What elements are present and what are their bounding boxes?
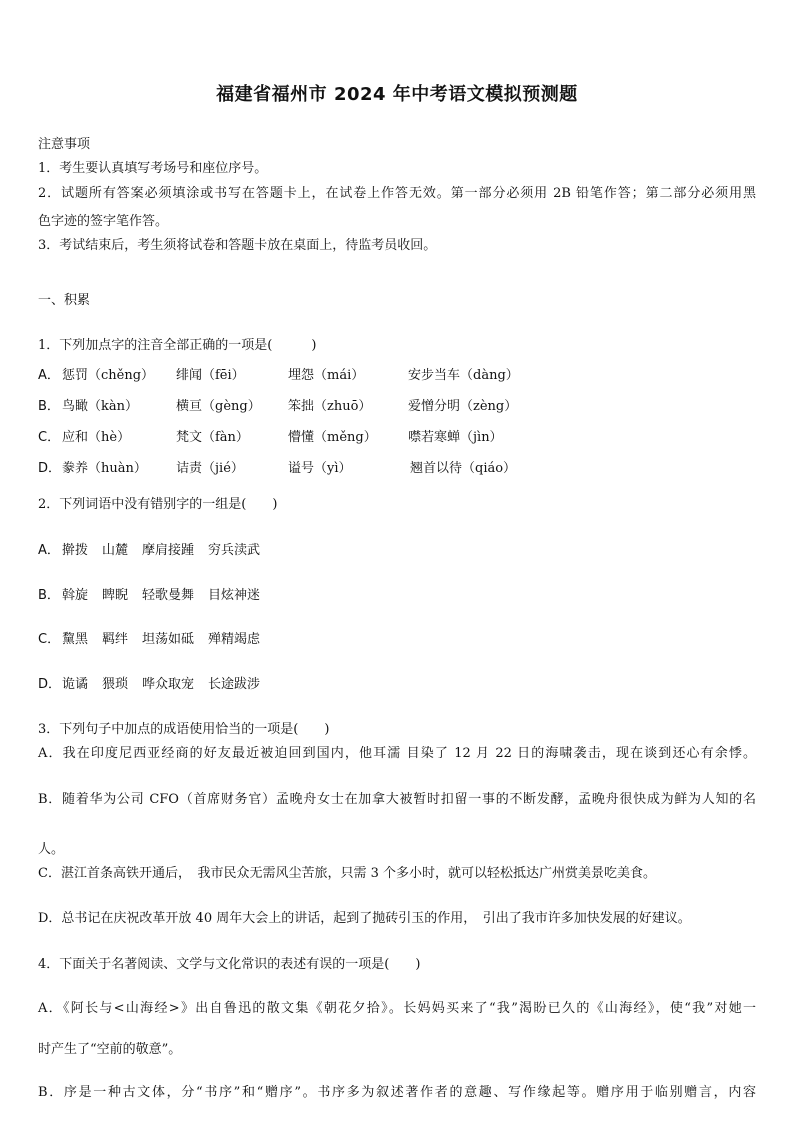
option-item: 穷兵渎武 <box>208 543 261 558</box>
notice-item: 3．考试结束后，考生须将试卷和答题卡放在桌面上，待监考员收回。 <box>38 238 437 253</box>
answer-option-c <box>38 630 274 650</box>
question-stem: 2．下列词语中没有错别字的一组是( ) <box>38 497 278 512</box>
question-stem: 1．下列加点字的注音全部正确的一项是( ) <box>38 338 317 353</box>
option-item: 哗众取宠 <box>142 677 195 692</box>
answer-option-c <box>38 428 503 448</box>
answer-option-a <box>38 366 519 386</box>
option-item: 鸟瞰（kàn） <box>62 399 139 414</box>
answer-option-a <box>38 541 274 561</box>
option-item: 摩肩接踵 <box>142 543 195 558</box>
option-item: 睥睨 <box>102 588 129 603</box>
section-heading: 一、积累 <box>38 293 91 308</box>
option-item: 山麓 <box>102 543 129 558</box>
option-label: C． <box>38 632 61 647</box>
option-item: 羁绊 <box>102 632 129 647</box>
option-item: 翘首以待（qiáo） <box>410 461 517 476</box>
notice-item: 2．试题所有答案必须填涂或书写在答题卡上，在试卷上作答无效。第一部分必须用 2B 铅笔作答；第二部分必须用黑 <box>38 186 756 201</box>
option-label: A． <box>38 368 60 383</box>
option-item: 横亘（gèng） <box>176 399 261 414</box>
question-stem: 3．下列句子中加点的成语使用恰当的一项是( ) <box>38 722 330 737</box>
option-label: B． <box>38 399 60 414</box>
option-item: 应和（hè） <box>62 430 131 445</box>
option-item: 懵懂（měng） <box>288 430 377 445</box>
option-item: 长途跋涉 <box>208 677 261 692</box>
option-item: 坦荡如砥 <box>142 632 195 647</box>
option-item: 安步当车（dàng） <box>408 368 519 383</box>
option-item: 擀拨 <box>62 543 89 558</box>
option-item: 斡旋 <box>62 588 89 603</box>
answer-option-b <box>38 397 517 417</box>
answer-option-b: B．序是一种古文体，分“书序”和“赠序”。书序多为叙述著作者的意趣、写作缘起等。赠序用于临别赠言，内容 <box>38 1085 756 1100</box>
option-item: 惩罚（chěng） <box>62 368 155 383</box>
option-item: 豢养（huàn） <box>62 461 147 476</box>
option-item: 诡谲 <box>62 677 89 692</box>
answer-option-d <box>38 459 516 479</box>
option-item: 诘责（jié） <box>176 461 244 476</box>
option-item: 猥琐 <box>102 677 129 692</box>
option-item: 轻歌曼舞 <box>142 588 195 603</box>
notice-heading: 注意事项 <box>38 137 91 152</box>
answer-option-d: D．总书记在庆祝改革开放 40 周年大会上的讲话，起到了抛砖引玉的作用， 引出了我市许多加快发展的好建议。 <box>38 911 691 926</box>
answer-option-b-continued: 人。 <box>38 842 65 857</box>
answer-option-c: C．湛江首条高铁开通后， 我市民众无需风尘苦旅，只需 3 个多小时，就可以轻松抵达广州赏美景吃美食。 <box>38 866 656 881</box>
option-item: 殚精竭虑 <box>208 632 261 647</box>
option-label: A． <box>38 543 60 558</box>
option-item: 目炫神迷 <box>208 588 261 603</box>
option-item: 梵文（fàn） <box>176 430 249 445</box>
page-title: 福建省福州市 2024 年中考语文模拟预测题 <box>216 84 578 105</box>
option-label: B． <box>38 588 60 603</box>
option-item: 笨拙（zhuō） <box>288 399 372 414</box>
answer-option-a-continued: 时产生了“空前的敬意”。 <box>38 1042 182 1057</box>
option-label: D． <box>38 677 62 692</box>
question-stem: 4．下面关于名著阅读、文学与文化常识的表述有误的一项是( ) <box>38 957 421 972</box>
option-item: 谥号（yì） <box>288 461 352 476</box>
option-item: 埋怨（mái） <box>288 368 365 383</box>
option-item: 黧黑 <box>62 632 89 647</box>
option-label: C． <box>38 430 61 445</box>
answer-option-d <box>38 675 274 695</box>
option-label: D． <box>38 461 62 476</box>
notice-item: 色字迹的签字笔作答。 <box>38 214 169 229</box>
answer-option-b: B．随着华为公司 CFO（首席财务官）孟晚舟女士在加拿大被暂时扣留一事的不断发酵，孟晚舟很快成为鲜为人知的名 <box>38 792 756 807</box>
answer-option-a: A．我在印度尼西亚经商的好友最近被迫回到国内，他耳濡 目染了 12 月 22 日的海啸袭击，现在谈到还心有余悸。 <box>38 746 756 761</box>
answer-option-a: A．《阿长与<山海经>》出自鲁迅的散文集《朝花夕拾》。长妈妈买来了“我”渴盼已久的《山海经》，使“我”对她一 <box>38 1001 756 1016</box>
option-item: 噤若寒蝉（jìn） <box>408 430 503 445</box>
option-item: 绯闻（fēi） <box>176 368 245 383</box>
answer-option-b <box>38 586 274 606</box>
option-item: 爱憎分明（zèng） <box>408 399 518 414</box>
notice-item: 1．考生要认真填写考场号和座位序号。 <box>38 161 268 176</box>
